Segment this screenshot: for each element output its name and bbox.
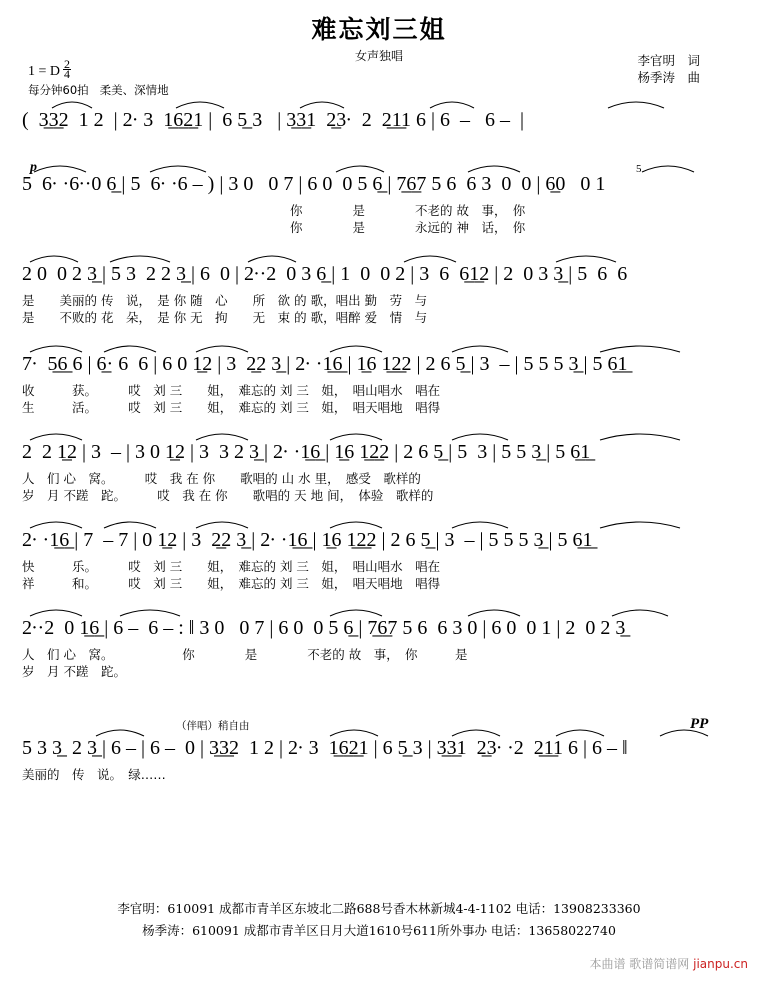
key-signature — [28, 57, 71, 81]
key-label: 1 = D — [28, 64, 61, 79]
note-line: 2· ·1̲6̲ | 7 – 7 | 0 1̲2 | 3 2̲2 3̲ | 2· ·1̲6̲ | 1̲6 1̲2̲2 | 2 6 5̲ | 3 – | 5 5 5 3̲ | 5 6̲1̲ — [22, 529, 593, 551]
dynamic-piano: p — [30, 160, 37, 175]
watermark-text: 本曲谱 歌谱简谱网 — [589, 957, 694, 971]
lyric-line-verse1: 是 美丽的 传 说， 是 你 随 心 所 欲 的 歌，唱出 勤 劳 与 — [22, 293, 428, 308]
music-system-8 — [22, 736, 736, 783]
music-system-4 — [22, 352, 736, 416]
time-signature — [63, 57, 71, 81]
music-system-5 — [22, 440, 736, 504]
music-system-3 — [22, 262, 736, 326]
lyric-line-verse2: 祥 和。 哎 刘 三 姐， 难忘的 刘 三 姐， 唱天唱地 唱得 — [22, 576, 441, 591]
music-system-1 — [22, 108, 736, 132]
tempo-expression — [28, 82, 169, 98]
lyric-line-verse2: 是 不败的 花 朵， 是 你 无 拘 无 束 的 歌，唱醉 爱 情 与 — [22, 310, 428, 325]
expression-marking: 柔美、深情地 — [99, 83, 169, 97]
note-line: 2 2 1̲2 | 3 – | 3 0 1̲2 | 3 3 2 3̲ | 2· ·1̲6̲ | 1̲6 1̲2̲2 | 2 6 5̲ | 5 3 | 5 5 3̲ | 5 6̲1̲ — [22, 441, 591, 463]
footer-contact — [0, 898, 758, 942]
lyric-line-verse2: 你 是 永远的 神 话， 你 — [290, 220, 526, 235]
tempo-marking: 每分钟60拍 — [28, 83, 89, 97]
lyric-line-verse1: 人 们 心 窝。 你 是 不老的 故 事， 你 是 — [22, 647, 468, 662]
lyric-line-verse2: 生 活。 哎 刘 三 姐， 难忘的 刘 三 姐， 唱天唱地 唱得 — [22, 400, 441, 415]
music-system-6 — [22, 528, 736, 592]
accompaniment-annotation: （伴唱）稍自由 — [176, 720, 250, 732]
footer-line-2: 杨季涛：610091 成都市青羊区日月大道1610号611所外事办 电话：13658022740 — [142, 923, 616, 938]
lyric-line-verse1: 快 乐。 哎 刘 三 姐， 难忘的 刘 三 姐， 唱山唱水 唱在 — [22, 559, 441, 574]
note-line: 2··2 0 1̲6̲ | 6 – 6 – : ‖ 3 0 0 7 | 6 0 0 5 6̲ | 7̲6̲7 5 6 6 3 0 | 6 0 0 1 | 2 0 2 3̲ — [22, 617, 626, 639]
time-signature-numerator: 2 — [64, 57, 71, 71]
dynamic-pianissimo: PP — [690, 716, 709, 732]
octave-marking: 5 — [636, 163, 642, 175]
credit-lyricist: 李官明 词 — [637, 53, 700, 68]
lyric-line-verse1: 收 获。 哎 刘 三 姐， 难忘的 刘 三 姐， 唱山唱水 唱在 — [22, 383, 441, 398]
lyric-line-verse1: 你 是 不老的 故 事， 你 — [290, 203, 526, 218]
lyric-line-verse2: 岁 月 不蹉 跎。 — [22, 664, 126, 679]
music-system-2 — [22, 172, 736, 236]
music-system-7 — [22, 616, 736, 680]
note-line: 2 0 0 2 3̲ | 5 3 2 2 3̲ | 6 0 | 2··2 0 3 6̲ | 1 0 0 2 | 3 6 6̲1̲2 | 2 0 3 3̲ | 5 6 6 — [22, 263, 628, 285]
time-signature-denominator: 4 — [64, 67, 71, 81]
note-line: 7· 5̲6̲ 6 | 6̲· 6 6 | 6 0 1̲2 | 3 2̲2 3̲ | 2· ·1̲6̲ | 1̲6 1̲2̲2 | 2 6 5̲ | 3 – | 5 5 5 3̲ | 5 6̲1̲ — [22, 353, 628, 375]
watermark-domain: jianpu.cn — [693, 957, 748, 971]
site-watermark — [589, 955, 748, 972]
note-line: 5 6· ·6··0 6̲ | 5 6· ·6 – ) | 3 0 0 7 | 6 0 0 5 6̲ | 7̲6̲7 5 6 6 3 0 0 | 6̲0 0 1 — [22, 173, 606, 195]
credits — [637, 52, 700, 86]
note-line: ( 3̲3̲2 1 2 | 2· 3 1̲6̲2̲1 | 6 5̲ 3 | 3̲3̲1 2̲3· 2 2̲1̲1 6 | 6 – 6 – | — [22, 109, 525, 131]
subtitle: 女声独唱 — [354, 49, 403, 63]
page-title: 难忘刘三姐 — [311, 15, 447, 44]
note-line: 5 3 3̲ 2 3̲ | 6 – | 6 – 0 | 3̲3̲2 1 2 | 2· 3 1̲6̲2̲1 | 6 5̲ 3 | 3̲3̲1 2̲3· ·2 2̲1̲1 6 | 6 – ‖ — [22, 737, 628, 759]
footer-line-1: 李官明：610091 成都市青羊区东坡北二路688号香木林新城4-4-1102 电话：13908233360 — [117, 901, 641, 916]
credit-composer: 杨季涛 曲 — [637, 70, 700, 85]
lyric-line-verse1: 美丽的 传 说。 绿…… — [22, 767, 166, 782]
lyric-line-verse1: 人 们 心 窝。 哎 我 在 你 歌唱的 山 水 里， 感受 歌样的 — [22, 471, 421, 486]
lyric-line-verse2: 岁 月 不蹉 跎。 哎 我 在 你 歌唱的 天 地 间， 体验 歌样的 — [22, 488, 434, 503]
